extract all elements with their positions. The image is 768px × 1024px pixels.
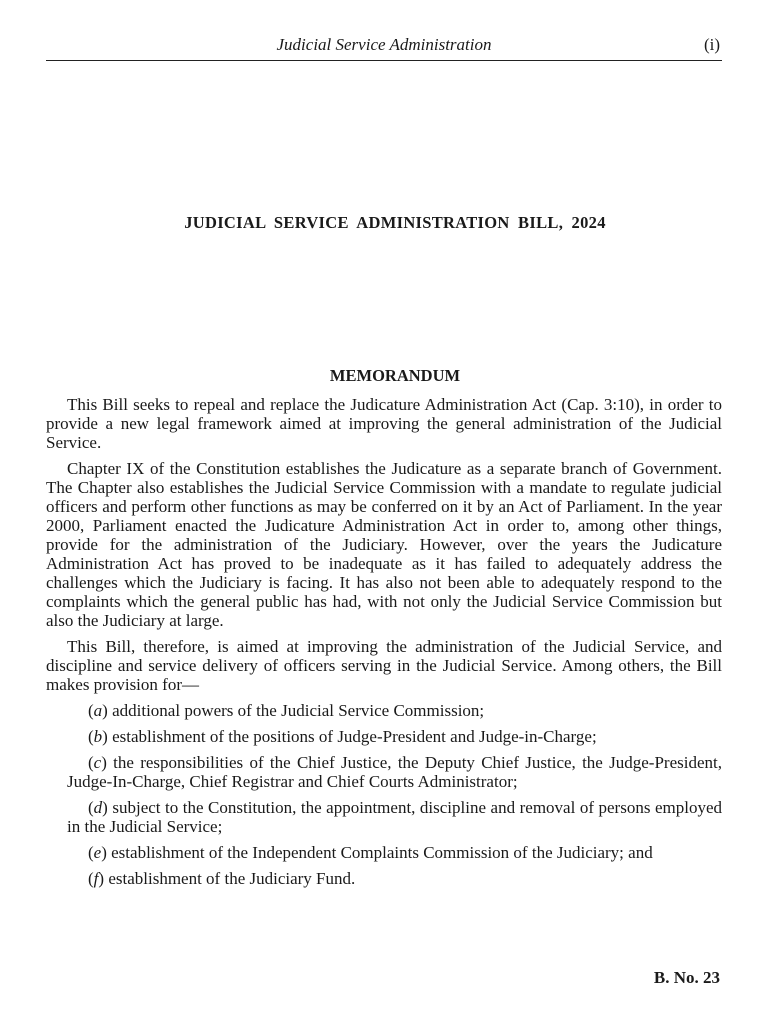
running-header <box>46 34 722 61</box>
provision-letter: b <box>93 727 103 746</box>
provision-item: (e) establishment of the Independent Complaints Commission of the Judiciary; and <box>88 843 653 862</box>
bill-title: JUDICIAL SERVICE ADMINISTRATION BILL, 2024 <box>184 213 606 232</box>
provision-text: subject to the Constitution, the appointment, discipline and removal of persons employed in the Judicial Service; <box>67 798 722 836</box>
provision-letter: f <box>93 869 99 888</box>
provision-text: additional powers of the Judicial Service Commission; <box>112 701 485 720</box>
paragraph-purpose: This Bill, therefore, is aimed at improving the administration of the Judicial Service, and discipline and service delivery of officers serving in the Judicial Service. Among others, the Bill makes provision for— <box>46 637 722 694</box>
running-title: Judicial Service Administration <box>276 35 492 54</box>
provision-letter: c <box>93 753 102 772</box>
page-number: (i) <box>703 35 720 54</box>
paragraph-background: Chapter IX of the Constitution establishes the Judicature as a separate branch of Government. The Chapter also establishes the Judicial Service Commission with a mandate to regulate judicial officers and perform other functions as may be conferred on it by an Act of Parliament. In the year 2000, Parliament enacted the Judicature Administration Act in order to, among other things, provide for the administration of the Judiciary. However, over the years the Judicature Administration Act has proved to be inadequate as it has failed to adequately address the challenges which the Judiciary is facing. It has also not been able to adequately respond to the complaints which the general public has had, with not only the Judicial Service Commission but also the Judiciary at large. <box>46 459 722 630</box>
provision-item: (c) the responsibilities of the Chief Justice, the Deputy Chief Justice, the Judge-President, Judge-In-Charge, Chief Registrar and Chief Courts Administrator; <box>67 753 722 791</box>
provision-letter: e <box>93 843 102 862</box>
memorandum-heading: MEMORANDUM <box>329 366 461 385</box>
provision-letter: a <box>93 701 103 720</box>
provision-item: (f) establishment of the Judiciary Fund. <box>88 869 356 888</box>
provision-letter: d <box>93 798 103 817</box>
bill-number: B. No. 23 <box>653 968 720 987</box>
provision-text: establishment of the Judiciary Fund. <box>108 869 356 888</box>
memorandum-body <box>46 395 722 895</box>
provision-text: the responsibilities of the Chief Justice, the Deputy Chief Justice, the Judge-President, Judge-In-Charge, Chief Registrar and Chief Courts Administrator; <box>67 753 722 791</box>
provision-text: establishment of the positions of Judge-President and Judge-in-Charge; <box>112 727 597 746</box>
provision-item: (a) additional powers of the Judicial Service Commission; <box>88 701 485 720</box>
paragraph-intro: This Bill seeks to repeal and replace the Judicature Administration Act (Cap. 3:10), in order to provide a new legal framework aimed at improving the general administration of the Judicial Service. <box>46 395 722 452</box>
provision-item: (b) establishment of the positions of Judge-President and Judge-in-Charge; <box>88 727 597 746</box>
provision-item: (d) subject to the Constitution, the appointment, discipline and removal of persons employed in the Judicial Service; <box>67 798 722 836</box>
provision-text: establishment of the Independent Complaints Commission of the Judiciary; and <box>111 843 653 862</box>
